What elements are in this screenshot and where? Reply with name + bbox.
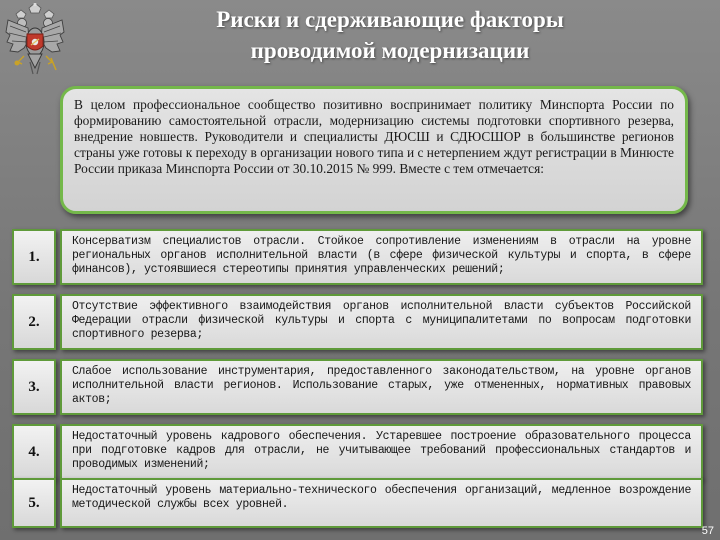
title-line-2: проводимой модернизации bbox=[250, 38, 530, 63]
risk-item-text: Слабое использование инструментария, предоставленного законодательством, на уровне органов исполнительной власти регионов. Использование старых, уже отмененных, нормативных правовых актов; bbox=[60, 359, 703, 415]
risk-item-row bbox=[0, 294, 720, 356]
risk-item-number: 2. bbox=[12, 294, 56, 350]
page-number: 57 bbox=[701, 525, 714, 537]
risk-item-row bbox=[0, 478, 720, 540]
slide-title bbox=[110, 4, 670, 66]
risk-item-row bbox=[0, 424, 720, 486]
risk-item-text: Недостаточный уровень кадрового обеспечения. Устаревшее построение образовательного процесса при подготовке кадров для отрасли, не учитывающее требований профессиональных стандартов и проводимых изменений; bbox=[60, 424, 703, 480]
risk-item-number: 5. bbox=[12, 478, 56, 528]
risk-item-text: Недостаточный уровень материально-технического обеспечения организаций, медленное возрождение методической службы всех уровней. bbox=[60, 478, 703, 528]
risk-item-number: 4. bbox=[12, 424, 56, 480]
risk-item-text: Консерватизм специалистов отрасли. Стойкое сопротивление изменениям в отрасли на уровне региональных органов исполнительной власти (в сфере физической культуры и спорта, в сфере финансов), устоявшиеся стереотипы принятия управленческих решений; bbox=[60, 229, 703, 285]
title-line-1: Риски и сдерживающие факторы bbox=[216, 7, 564, 32]
risk-item-number: 3. bbox=[12, 359, 56, 415]
risk-item-number: 1. bbox=[12, 229, 56, 285]
risk-item-row bbox=[0, 359, 720, 421]
risk-item-text: Отсутствие эффективного взаимодействия органов исполнительной власти субъектов Российской Федерации отрасли физической культуры и спорта с муниципалитетами по вопросам подготовки спортивного резерва; bbox=[60, 294, 703, 350]
risk-item-row bbox=[0, 229, 720, 291]
intro-text-box: В целом профессиональное сообщество позитивно воспринимает политику Минспорта России по формированию самостоятельной отрасли, модернизацию системы подготовки спортивного резерва, внедрение новшеств. Руководители и специалисты ДЮСШ и СДЮСШОР в большинстве регионов страны уже готовы к переходу в организации нового типа и с нетерпением ждут регистрации в Минюсте России приказа Минспорта России от 30.10.2015 № 999. Вместе с тем отмечается: bbox=[60, 86, 688, 214]
double-headed-eagle-emblem-icon bbox=[4, 2, 66, 84]
